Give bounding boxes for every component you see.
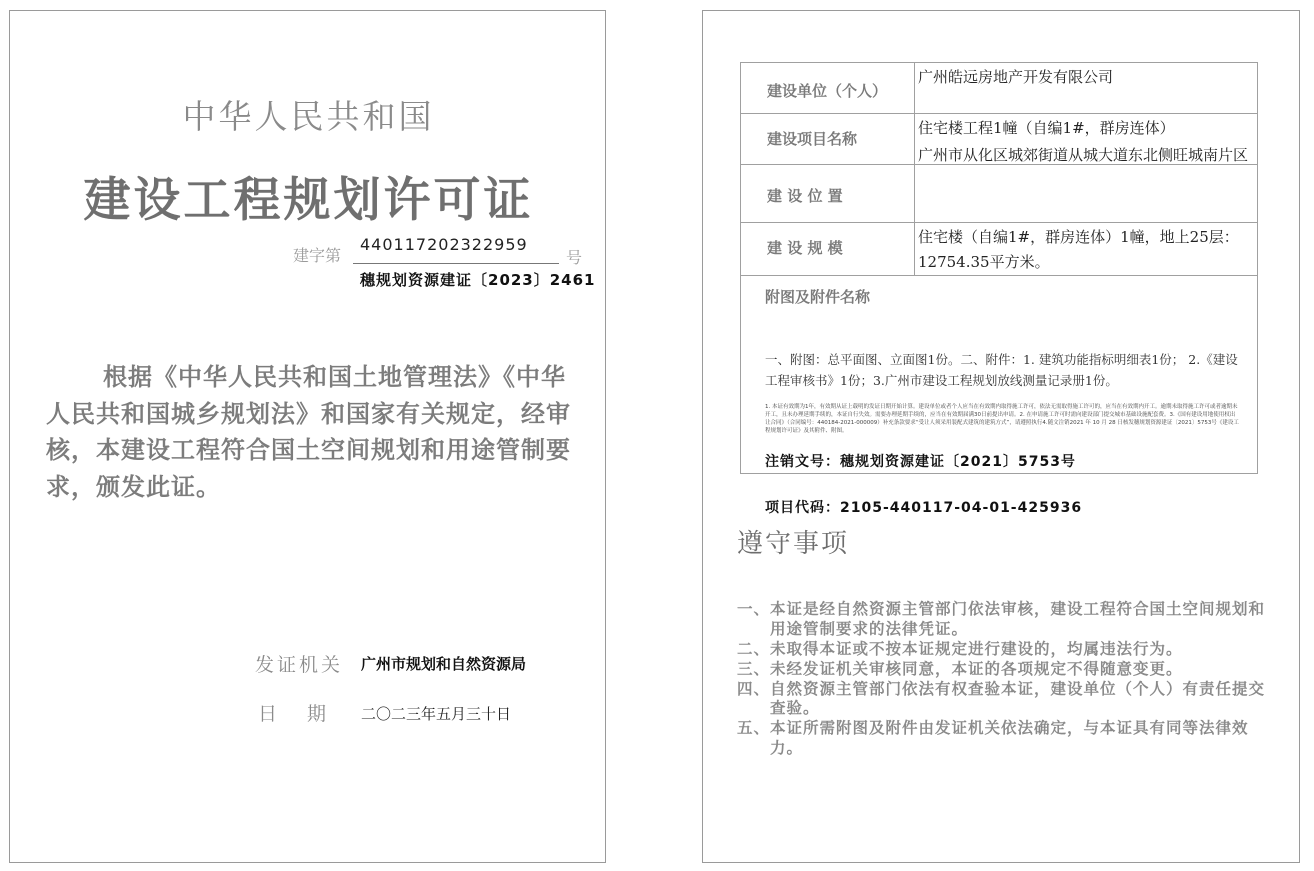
list-item bbox=[737, 600, 1277, 639]
attachments-label: 附图及附件名称 bbox=[765, 288, 871, 306]
certificate-detail-page bbox=[702, 10, 1300, 863]
list-item bbox=[737, 719, 1277, 758]
number-prefix: 建字第 bbox=[293, 246, 342, 265]
certificate-title: 建设工程规划许可证 bbox=[83, 173, 534, 228]
table-row bbox=[741, 276, 1258, 474]
table-row bbox=[741, 63, 1258, 114]
table-row bbox=[741, 223, 1258, 276]
attachments-text: 一、附图：总平面图、立面图1份。二、附件：1. 建筑功能指标明细表1份； 2.《建设工程审核书》1份；3.广州市建设工程规划放线测量记录册1份。 bbox=[765, 352, 1238, 388]
attachments-cell bbox=[741, 276, 1258, 474]
list-item bbox=[737, 640, 1277, 660]
number-underline bbox=[353, 263, 559, 264]
rules-list bbox=[737, 600, 1277, 759]
certificate-cover-page bbox=[9, 10, 606, 863]
project-code: 项目代码：2105-440117-04-01-425936 bbox=[765, 500, 1083, 516]
rule-text: 本证所需附图及附件由发证机关依法确定，与本证具有同等法律效力。 bbox=[770, 719, 1249, 757]
row-value-scale: 住宅楼（自编1#，群房连体）1幢，地上25层：12754.35平方米。 bbox=[915, 223, 1258, 276]
row-label-developer: 建设单位（个人） bbox=[741, 63, 915, 114]
table-row bbox=[741, 165, 1258, 223]
number-suffix: 号 bbox=[566, 248, 583, 267]
row-value-location bbox=[915, 146, 1258, 223]
row-label-project-name: 建设项目名称 bbox=[741, 114, 915, 165]
row-value-developer: 广州皓远房地产开发有限公司 bbox=[915, 63, 1258, 114]
fine-print-notes: 1. 本证有效期为1年，有效期从证上载明的发证日期开始计算。建设单位或者个人应当在有效期内取得施工许可，依法无需取得施工许可的，应当在有效期内开工。逾期未取得施工许可或者逾期未开工，且未办理延期手续的，本证自行失效。需要办理延期手续的，应当在有效期届满30日前提出申请。2. 在申请施工许可时需向建设部门提交城市基础设施配套费。3.《国有建设用地使用权出让合同》（合同编号：440184-2021-000009）补充条款要求“受让人须采用装配式建筑的建筑方式”，请遵照执行4.随文注销2021 年 10 月 28 日核发穗规划资源建证〔2021〕5753号《建设工程规划许可证》及其附件、附图。 bbox=[765, 404, 1239, 434]
rule-number: 二、 bbox=[737, 639, 771, 658]
rule-number: 四、 bbox=[737, 679, 771, 698]
row-value-project-name: 住宅楼工程1幢（自编1#，群房连体） bbox=[915, 114, 1258, 165]
certificate-statement: 根据《中华人民共和国土地管理法》《中华人民共和国城乡规划法》和国家有关规定，经审核，本建设工程符合国土空间规划和用途管制要求，颁发此证。 bbox=[46, 363, 571, 501]
row-label-location: 建 设 位 置 bbox=[741, 165, 915, 223]
issuer-value: 广州市规划和自然资源局 bbox=[361, 655, 527, 673]
rule-number: 五、 bbox=[737, 719, 771, 737]
rule-number: 三、 bbox=[737, 659, 771, 678]
list-item bbox=[737, 680, 1277, 719]
country-name: 中华人民共和国 bbox=[182, 97, 435, 136]
row-label-scale: 建 设 规 模 bbox=[741, 223, 915, 276]
issue-date: 二〇二三年五月三十日 bbox=[361, 705, 512, 723]
document-code: 穗规划资源建证〔2023〕2461 bbox=[360, 271, 596, 289]
issuer-label: 发证机关 bbox=[255, 654, 344, 676]
project-info-table bbox=[740, 62, 1258, 474]
rules-title: 遵守事项 bbox=[737, 529, 850, 559]
rule-text: 本证是经自然资源主管部门依法审核，建设工程符合国土空间规划和用途管制要求的法律凭证。 bbox=[770, 600, 1266, 638]
rule-text: 自然资源主管部门依法有权查验本证，建设单位（个人）有责任提交查验。 bbox=[770, 679, 1266, 717]
date-label: 日期 bbox=[258, 703, 357, 725]
location-text: 广州市从化区城郊街道从城大道东北侧旺城南片区 bbox=[918, 146, 1249, 164]
rule-text: 未经发证机关审核同意，本证的各项规定不得随意变更。 bbox=[770, 659, 1183, 678]
rule-number: 一、 bbox=[737, 600, 771, 618]
rule-text: 未取得本证或不按本证规定进行建设的，均属违法行为。 bbox=[770, 639, 1183, 658]
list-item bbox=[737, 660, 1277, 680]
certificate-number: 440117202322959 bbox=[360, 235, 528, 254]
cancelled-document-number: 注销文号：穗规划资源建证〔2021〕5753号 bbox=[765, 454, 1076, 470]
